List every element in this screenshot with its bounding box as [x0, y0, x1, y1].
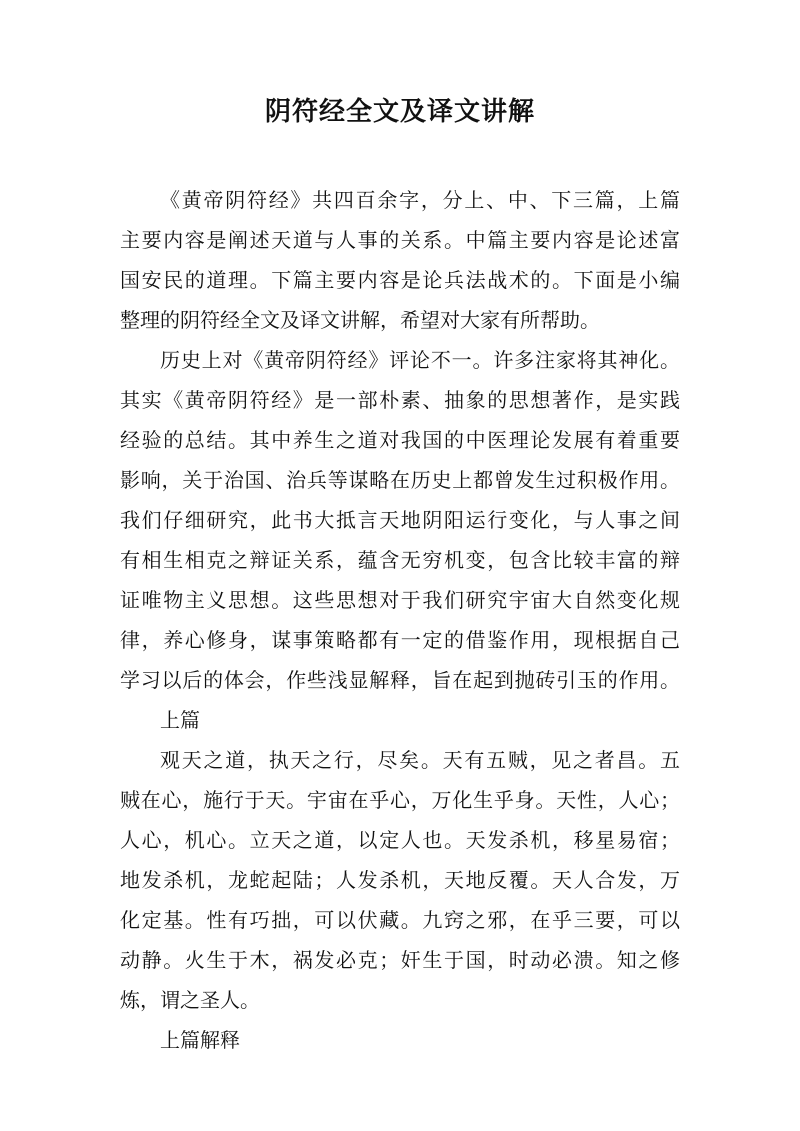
- text-line: 地发杀机，龙蛇起陆；人发杀机，天地反覆。天人合发，万: [120, 868, 680, 892]
- text-line: 国安民的道理。下篇主要内容是论兵法战术的。下面是小编: [120, 268, 680, 292]
- text-line: 其实《黄帝阴符经》是一部朴素、抽象的思想著作，是实践: [120, 388, 680, 412]
- text-line: 整理的阴符经全文及译文讲解，希望对大家有所帮助。: [120, 308, 600, 332]
- text-line: 影响，关于治国、治兵等谋略在历史上都曾发生过积极作用。: [120, 468, 680, 492]
- text-line: 观天之道，执天之行，尽矣。天有五贼，见之者昌。五: [160, 748, 680, 772]
- text-line: 律，养心修身，谋事策略都有一定的借鉴作用，现根据自己: [120, 628, 680, 652]
- document-body: [120, 180, 680, 1060]
- text-line: 人心，机心。立天之道，以定人也。天发杀机，移星易宿；: [120, 828, 680, 852]
- text-line: 有相生相克之辩证关系，蕴含无穷机变，包含比较丰富的辩: [120, 548, 680, 572]
- text-line: 经验的总结。其中养生之道对我国的中医理论发展有着重要: [120, 428, 680, 452]
- text-line: 主要内容是阐述天道与人事的关系。中篇主要内容是论述富: [120, 228, 680, 252]
- text-line: 《黄帝阴符经》共四百余字，分上、中、下三篇，上篇: [160, 188, 680, 212]
- page-title: 阴符经全文及译文讲解: [264, 97, 535, 127]
- text-line: 炼，谓之圣人。: [120, 988, 260, 1012]
- text-line: 上篇解释: [160, 1028, 240, 1052]
- text-line: 贼在心，施行于天。宇宙在乎心，万化生乎身。天性，人心；: [120, 788, 680, 812]
- text-line: 动静。火生于木，祸发必克；奸生于国，时动必溃。知之修: [120, 948, 680, 972]
- text-line: 化定基。性有巧拙，可以伏藏。九窍之邪，在乎三要，可以: [120, 908, 680, 932]
- text-line: 上篇: [160, 708, 200, 732]
- text-line: 学习以后的体会，作些浅显解释，旨在起到抛砖引玉的作用。: [120, 668, 680, 692]
- text-line: 历史上对《黄帝阴符经》评论不一。许多注家将其神化。: [160, 348, 680, 372]
- text-line: 我们仔细研究，此书大抵言天地阴阳运行变化，与人事之间: [120, 508, 680, 532]
- text-line: 证唯物主义思想。这些思想对于我们研究宇宙大自然变化规: [120, 588, 680, 612]
